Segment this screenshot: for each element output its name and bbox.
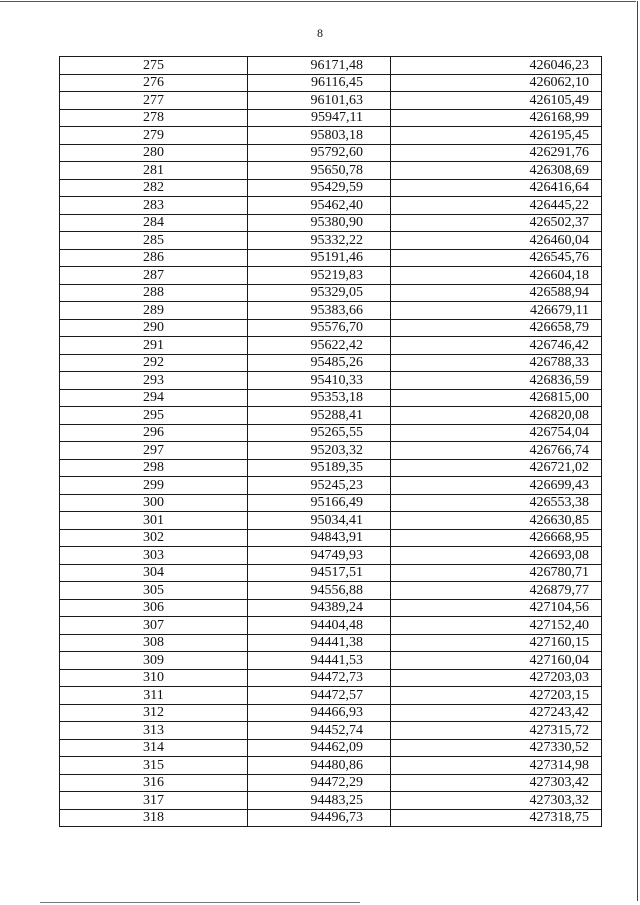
table-row [60, 792, 602, 810]
table-row [60, 687, 602, 705]
x-coordinate-cell: 95191,46 [248, 249, 391, 267]
point-number-cell: 294 [60, 389, 248, 407]
page-number: 8 [317, 26, 323, 40]
point-number-cell: 286 [60, 249, 248, 267]
y-coordinate-cell: 427160,04 [391, 652, 602, 670]
y-coordinate-cell: 427318,75 [391, 809, 602, 827]
y-coordinate-cell: 426062,10 [391, 74, 602, 92]
y-coordinate-cell: 426788,33 [391, 354, 602, 372]
point-number-cell: 304 [60, 564, 248, 582]
x-coordinate-cell: 94404,48 [248, 617, 391, 635]
point-number-cell: 306 [60, 599, 248, 617]
point-number-cell: 295 [60, 407, 248, 425]
point-number-cell: 278 [60, 109, 248, 127]
x-coordinate-cell: 94517,51 [248, 564, 391, 582]
y-coordinate-cell: 426699,43 [391, 477, 602, 495]
table-row [60, 92, 602, 110]
table-row [60, 599, 602, 617]
x-coordinate-cell: 94389,24 [248, 599, 391, 617]
y-coordinate-cell: 426604,18 [391, 267, 602, 285]
table-row [60, 57, 602, 75]
y-coordinate-cell: 426168,99 [391, 109, 602, 127]
x-coordinate-cell: 94466,93 [248, 704, 391, 722]
x-coordinate-cell: 94556,88 [248, 582, 391, 600]
y-coordinate-cell: 426668,95 [391, 529, 602, 547]
x-coordinate-cell: 94452,74 [248, 722, 391, 740]
table-row [60, 179, 602, 197]
y-coordinate-cell: 426746,42 [391, 337, 602, 355]
y-coordinate-cell: 426836,59 [391, 372, 602, 390]
point-number-cell: 290 [60, 319, 248, 337]
y-coordinate-cell: 426820,08 [391, 407, 602, 425]
point-number-cell: 285 [60, 232, 248, 250]
x-coordinate-cell: 94462,09 [248, 739, 391, 757]
y-coordinate-cell: 426195,45 [391, 127, 602, 145]
x-coordinate-cell: 95189,35 [248, 459, 391, 477]
x-coordinate-cell: 95383,66 [248, 302, 391, 320]
y-coordinate-cell: 426308,69 [391, 162, 602, 180]
y-coordinate-cell: 426658,79 [391, 319, 602, 337]
x-coordinate-cell: 95265,55 [248, 424, 391, 442]
y-coordinate-cell: 427160,15 [391, 634, 602, 652]
table-row [60, 757, 602, 775]
table-row [60, 232, 602, 250]
x-coordinate-cell: 95166,49 [248, 494, 391, 512]
table-row [60, 704, 602, 722]
table-row [60, 407, 602, 425]
table-row [60, 372, 602, 390]
point-number-cell: 281 [60, 162, 248, 180]
x-coordinate-cell: 95353,18 [248, 389, 391, 407]
x-coordinate-cell: 95245,23 [248, 477, 391, 495]
table-row [60, 652, 602, 670]
point-number-cell: 311 [60, 687, 248, 705]
table-row [60, 477, 602, 495]
page-right-border [637, 1, 638, 901]
page-top-border [0, 1, 636, 2]
x-coordinate-cell: 94472,73 [248, 669, 391, 687]
x-coordinate-cell: 95792,60 [248, 144, 391, 162]
table-row [60, 354, 602, 372]
point-number-cell: 296 [60, 424, 248, 442]
point-number-cell: 292 [60, 354, 248, 372]
table-row [60, 564, 602, 582]
point-number-cell: 280 [60, 144, 248, 162]
x-coordinate-cell: 96171,48 [248, 57, 391, 75]
point-number-cell: 275 [60, 57, 248, 75]
x-coordinate-cell: 95329,05 [248, 284, 391, 302]
point-number-cell: 303 [60, 547, 248, 565]
y-coordinate-cell: 426679,11 [391, 302, 602, 320]
table-row [60, 144, 602, 162]
x-coordinate-cell: 95380,90 [248, 214, 391, 232]
y-coordinate-cell: 427330,52 [391, 739, 602, 757]
table-row [60, 722, 602, 740]
point-number-cell: 291 [60, 337, 248, 355]
point-number-cell: 300 [60, 494, 248, 512]
y-coordinate-cell: 426630,85 [391, 512, 602, 530]
table-row [60, 617, 602, 635]
y-coordinate-cell: 427303,32 [391, 792, 602, 810]
y-coordinate-cell: 426780,71 [391, 564, 602, 582]
y-coordinate-cell: 427315,72 [391, 722, 602, 740]
table-row [60, 337, 602, 355]
point-number-cell: 301 [60, 512, 248, 530]
table-row [60, 512, 602, 530]
point-number-cell: 287 [60, 267, 248, 285]
x-coordinate-cell: 96101,63 [248, 92, 391, 110]
x-coordinate-cell: 95203,32 [248, 442, 391, 460]
table-row [60, 774, 602, 792]
y-coordinate-cell: 426553,38 [391, 494, 602, 512]
x-coordinate-cell: 95947,11 [248, 109, 391, 127]
coordinates-table-body [60, 57, 602, 827]
y-coordinate-cell: 426879,77 [391, 582, 602, 600]
point-number-cell: 282 [60, 179, 248, 197]
table-row [60, 809, 602, 827]
y-coordinate-cell: 426545,76 [391, 249, 602, 267]
table-row [60, 319, 602, 337]
y-coordinate-cell: 427314,98 [391, 757, 602, 775]
x-coordinate-cell: 94472,29 [248, 774, 391, 792]
y-coordinate-cell: 426721,02 [391, 459, 602, 477]
point-number-cell: 297 [60, 442, 248, 460]
y-coordinate-cell: 426754,04 [391, 424, 602, 442]
point-number-cell: 313 [60, 722, 248, 740]
table-row [60, 249, 602, 267]
x-coordinate-cell: 95429,59 [248, 179, 391, 197]
table-row [60, 459, 602, 477]
x-coordinate-cell: 94483,25 [248, 792, 391, 810]
point-number-cell: 276 [60, 74, 248, 92]
point-number-cell: 305 [60, 582, 248, 600]
y-coordinate-cell: 426693,08 [391, 547, 602, 565]
x-coordinate-cell: 95650,78 [248, 162, 391, 180]
x-coordinate-cell: 95034,41 [248, 512, 391, 530]
x-coordinate-cell: 95462,40 [248, 197, 391, 215]
point-number-cell: 318 [60, 809, 248, 827]
y-coordinate-cell: 426766,74 [391, 442, 602, 460]
x-coordinate-cell: 95803,18 [248, 127, 391, 145]
table-row [60, 582, 602, 600]
point-number-cell: 317 [60, 792, 248, 810]
table-row [60, 669, 602, 687]
y-coordinate-cell: 426046,23 [391, 57, 602, 75]
point-number-cell: 299 [60, 477, 248, 495]
point-number-cell: 308 [60, 634, 248, 652]
table-row [60, 634, 602, 652]
y-coordinate-cell: 426105,49 [391, 92, 602, 110]
point-number-cell: 284 [60, 214, 248, 232]
table-row [60, 267, 602, 285]
table-row [60, 739, 602, 757]
x-coordinate-cell: 95288,41 [248, 407, 391, 425]
table-row [60, 389, 602, 407]
x-coordinate-cell: 94472,57 [248, 687, 391, 705]
x-coordinate-cell: 95219,83 [248, 267, 391, 285]
table-row [60, 284, 602, 302]
y-coordinate-cell: 427104,56 [391, 599, 602, 617]
y-coordinate-cell: 426588,94 [391, 284, 602, 302]
x-coordinate-cell: 96116,45 [248, 74, 391, 92]
x-coordinate-cell: 95410,33 [248, 372, 391, 390]
x-coordinate-cell: 95332,22 [248, 232, 391, 250]
point-number-cell: 277 [60, 92, 248, 110]
table-row [60, 127, 602, 145]
table-row [60, 494, 602, 512]
y-coordinate-cell: 426445,22 [391, 197, 602, 215]
table-row [60, 442, 602, 460]
table-row [60, 214, 602, 232]
x-coordinate-cell: 94749,93 [248, 547, 391, 565]
point-number-cell: 288 [60, 284, 248, 302]
point-number-cell: 312 [60, 704, 248, 722]
point-number-cell: 302 [60, 529, 248, 547]
y-coordinate-cell: 426815,00 [391, 389, 602, 407]
x-coordinate-cell: 94441,38 [248, 634, 391, 652]
table-row [60, 74, 602, 92]
point-number-cell: 307 [60, 617, 248, 635]
point-number-cell: 309 [60, 652, 248, 670]
point-number-cell: 298 [60, 459, 248, 477]
y-coordinate-cell: 427152,40 [391, 617, 602, 635]
point-number-cell: 314 [60, 739, 248, 757]
y-coordinate-cell: 427203,03 [391, 669, 602, 687]
point-number-cell: 316 [60, 774, 248, 792]
point-number-cell: 315 [60, 757, 248, 775]
point-number-cell: 279 [60, 127, 248, 145]
x-coordinate-cell: 95622,42 [248, 337, 391, 355]
table-row [60, 547, 602, 565]
y-coordinate-cell: 427203,15 [391, 687, 602, 705]
x-coordinate-cell: 94441,53 [248, 652, 391, 670]
table-row [60, 302, 602, 320]
y-coordinate-cell: 427243,42 [391, 704, 602, 722]
table-row [60, 109, 602, 127]
point-number-cell: 289 [60, 302, 248, 320]
table-row [60, 529, 602, 547]
page-bottom-border [40, 902, 360, 903]
table-row [60, 197, 602, 215]
x-coordinate-cell: 94480,86 [248, 757, 391, 775]
y-coordinate-cell: 427303,42 [391, 774, 602, 792]
x-coordinate-cell: 95485,26 [248, 354, 391, 372]
y-coordinate-cell: 426416,64 [391, 179, 602, 197]
x-coordinate-cell: 95576,70 [248, 319, 391, 337]
x-coordinate-cell: 94496,73 [248, 809, 391, 827]
point-number-cell: 293 [60, 372, 248, 390]
y-coordinate-cell: 426460,04 [391, 232, 602, 250]
y-coordinate-cell: 426291,76 [391, 144, 602, 162]
table-row [60, 424, 602, 442]
point-number-cell: 310 [60, 669, 248, 687]
y-coordinate-cell: 426502,37 [391, 214, 602, 232]
point-number-cell: 283 [60, 197, 248, 215]
table-row [60, 162, 602, 180]
coordinates-table [59, 56, 602, 827]
x-coordinate-cell: 94843,91 [248, 529, 391, 547]
